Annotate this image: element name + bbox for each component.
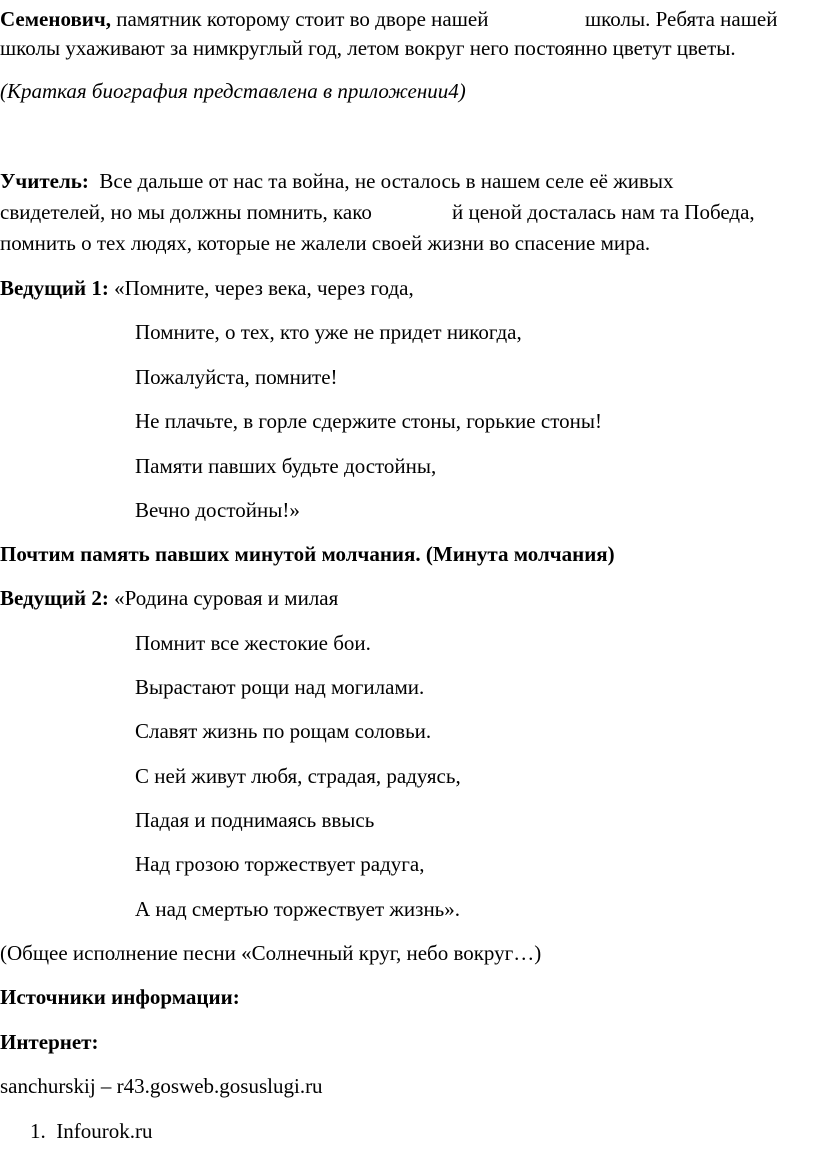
host2-poem-line: Славят жизнь по рощам соловьи. (135, 719, 432, 743)
host1-label: Ведущий 1: (0, 276, 109, 300)
host2-poem-line: Вырастают рощи над могилами. (135, 675, 425, 699)
teacher-text-2b: й ценой досталась нам та Победа, (452, 200, 755, 224)
sources-heading: Источники информации: (0, 985, 240, 1009)
intro-name: Семенович, (0, 7, 111, 31)
teacher-line-1 (0, 168, 673, 194)
intro-text-b: школы. Ребята нашей (585, 7, 778, 31)
internet-heading: Интернет: (0, 1030, 99, 1054)
intro-text-a: памятник которому стоит во дворе нашей (110, 7, 489, 31)
teacher-text-2a: свидетелей, но мы должны помнить, како (0, 200, 372, 224)
intro-line-1 (0, 6, 488, 32)
intro-line-2: школы ухаживают за нимкруглый год, летом вокруг него постоянно цветут цветы. (0, 36, 736, 60)
teacher-label: Учитель: (0, 169, 89, 193)
host2-poem-line: Над грозою торжествует радуга, (135, 852, 425, 876)
list-number: 1. (30, 1119, 46, 1143)
host2-first: «Родина суровая и милая (114, 586, 339, 610)
host1-first-line (0, 275, 414, 301)
host1-poem-line: Пожалуйста, помните! (135, 365, 338, 389)
host2-poem-line: Помнит все жестокие бои. (135, 631, 371, 655)
teacher-text-1: Все дальше от нас та война, не осталось в нашем селе её живых (99, 169, 674, 193)
source-link-1: sanchurskij – r43.gosweb.gosuslugi.ru (0, 1074, 323, 1098)
list-item-text: Infourok.ru (56, 1119, 153, 1143)
host1-poem-line: Вечно достойны!» (135, 498, 300, 522)
host1-first: «Помните, через века, через года, (114, 276, 414, 300)
host1-poem-line: Помните, о тех, кто уже не придет никогда, (135, 320, 522, 344)
host2-poem-line: А над смертью торжествует жизнь». (135, 897, 461, 921)
host2-first-line (0, 585, 338, 611)
host1-poem-line: Памяти павших будьте достойны, (135, 454, 437, 478)
minute-of-silence: Почтим память павших минутой молчания. (Минута молчания) (0, 542, 615, 566)
host2-poem-line: Падая и поднимаясь ввысь (135, 808, 375, 832)
list-item (30, 1118, 152, 1144)
host2-poem-line: С ней живут любя, страдая, радуясь, (135, 764, 461, 788)
host1-poem-line: Не плачьте, в горле сдержите стоны, горькие стоны! (135, 409, 602, 433)
host2-label: Ведущий 2: (0, 586, 109, 610)
biography-note: (Краткая биография представлена в приложении4) (0, 79, 466, 103)
song-note: (Общее исполнение песни «Солнечный круг, небо вокруг…) (0, 941, 542, 965)
teacher-text-3: помнить о тех людях, которые не жалели своей жизни во спасение мира. (0, 231, 651, 255)
